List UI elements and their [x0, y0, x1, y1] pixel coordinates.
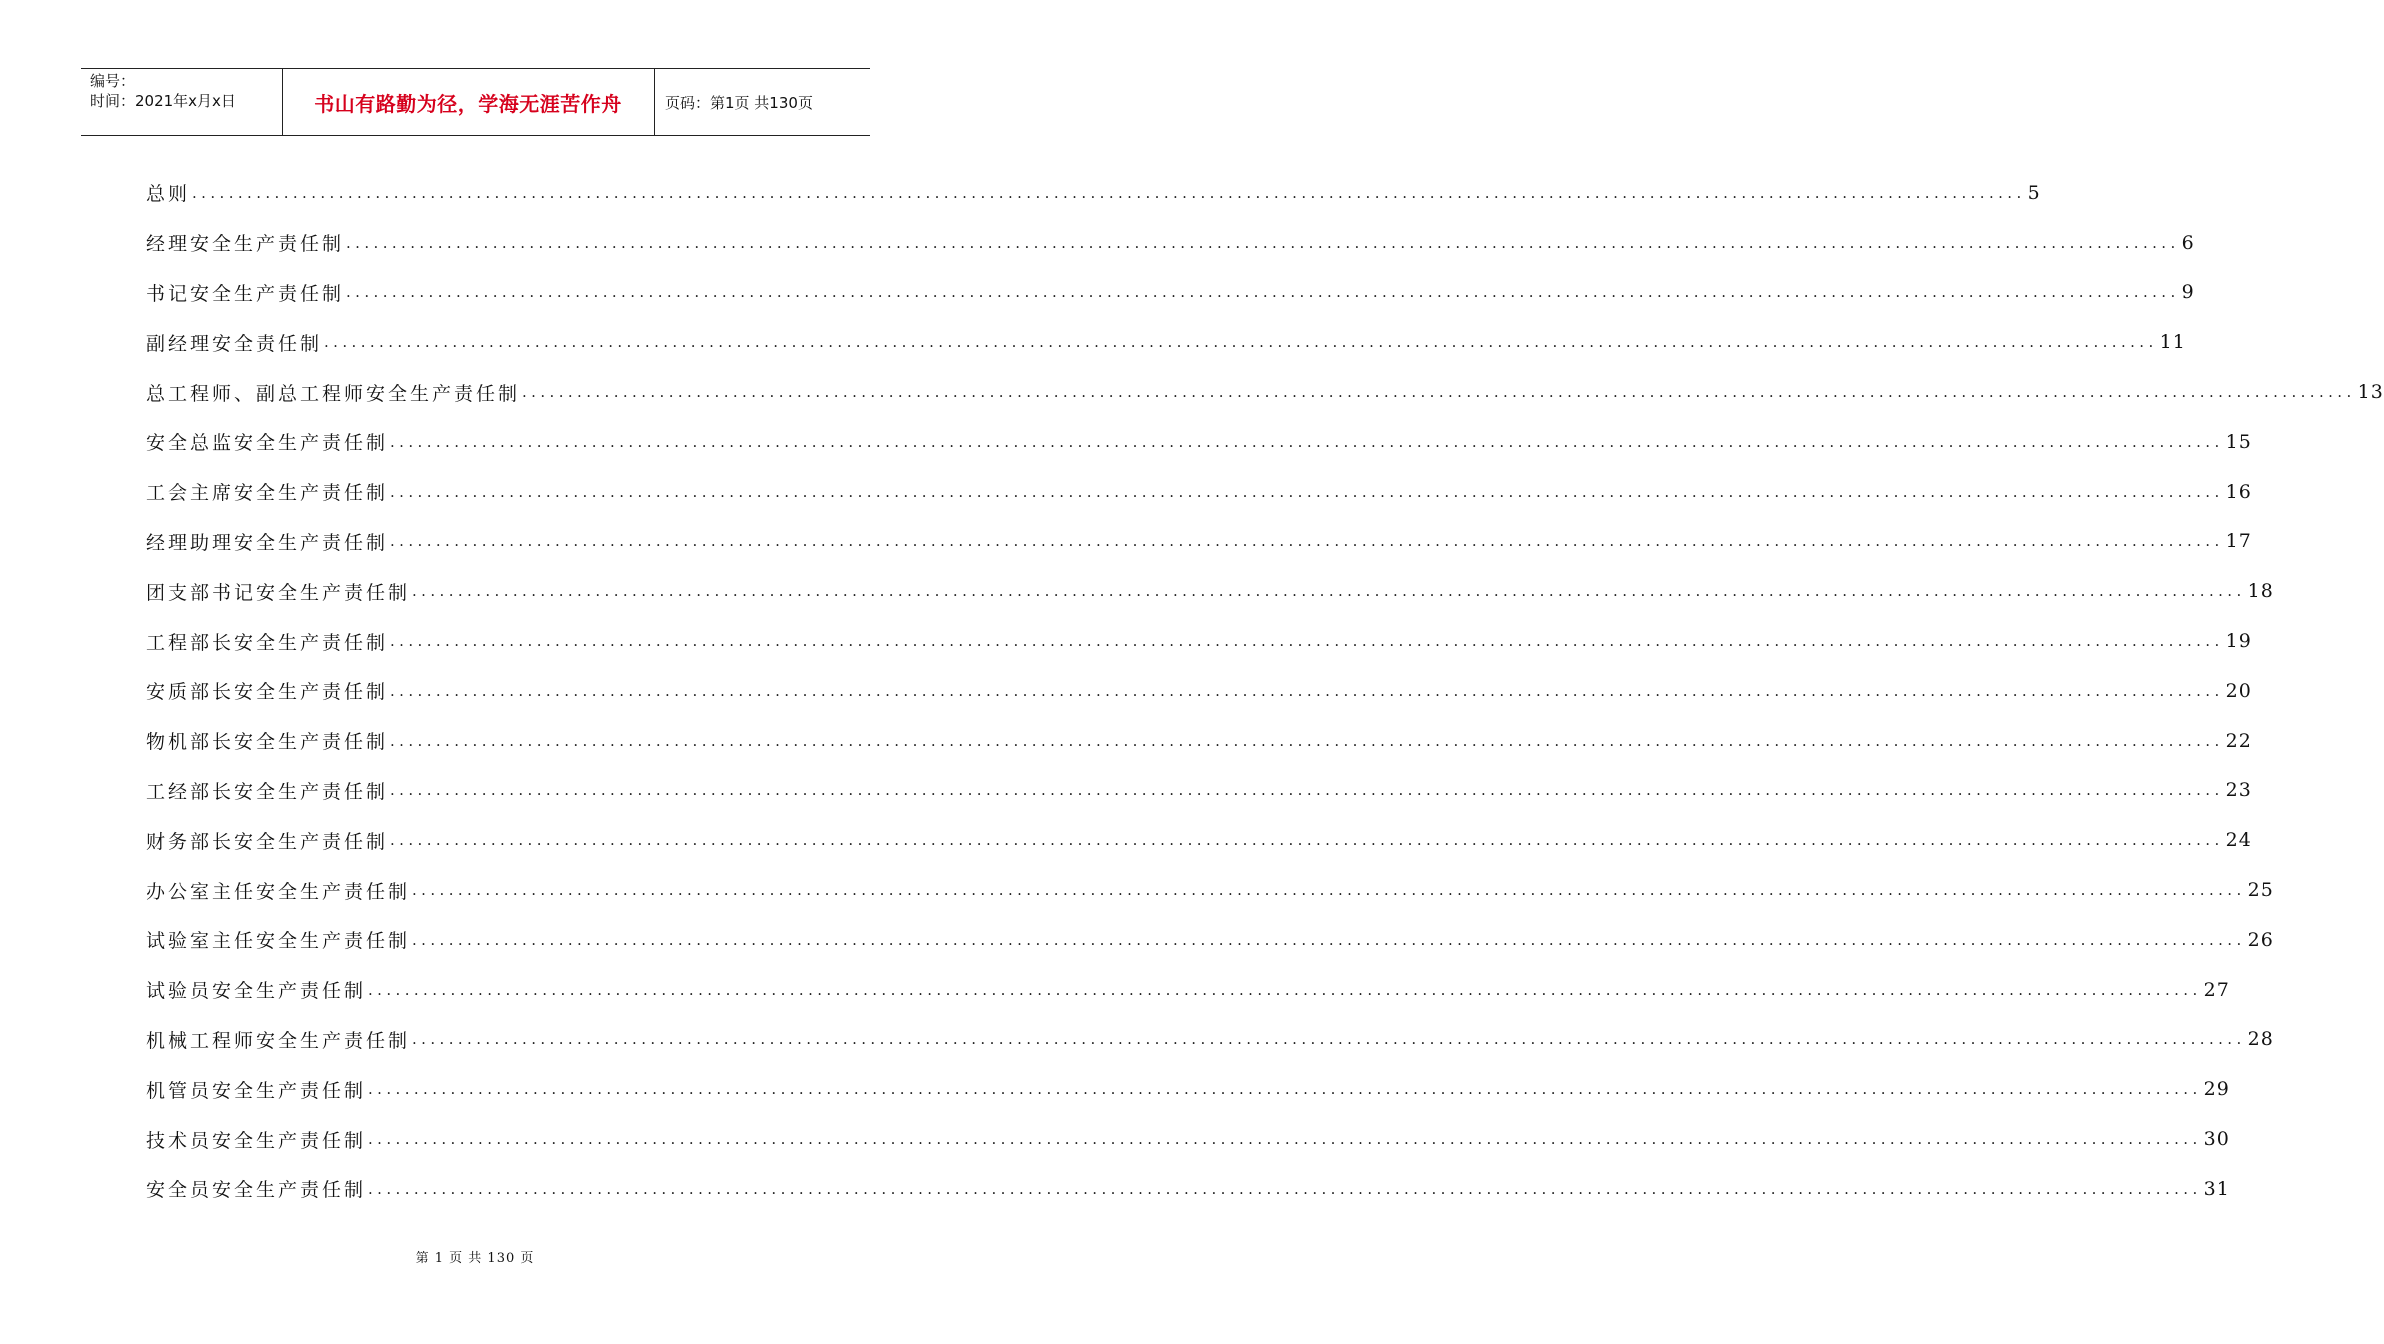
toc-entry-title: 办公室主任安全生产责任制: [146, 877, 412, 904]
toc-entry-title: 工会主席安全生产责任制: [146, 478, 390, 505]
toc-leader-dots: ........................................................................................................................................................................................................: [390, 632, 2224, 651]
toc-entry-title: 工经部长安全生产责任制: [146, 777, 390, 804]
toc-entry-title: 经理助理安全生产责任制: [146, 528, 390, 555]
toc-entry[interactable]: [146, 218, 2195, 268]
toc-entry[interactable]: [146, 268, 2195, 318]
toc-entry-title: 总工程师、副总工程师安全生产责任制: [146, 379, 522, 406]
toc-entry[interactable]: [146, 417, 2252, 467]
toc-entry[interactable]: [146, 716, 2252, 766]
toc-entry[interactable]: [146, 1164, 2230, 1214]
toc-leader-dots: ........................................................................................................................................................................................................: [368, 1080, 2202, 1099]
toc-entry[interactable]: [146, 517, 2252, 567]
toc-leader-dots: ........................................................................................................................................................................................................: [412, 582, 2246, 601]
toc-entry[interactable]: [146, 865, 2274, 915]
toc-entry-page-number: 17: [2225, 530, 2252, 553]
toc-leader-dots: ........................................................................................................................................................................................................: [346, 233, 2180, 252]
toc-entry-title: 工程部长安全生产责任制: [146, 628, 390, 655]
toc-entry-page-number: 15: [2225, 430, 2252, 453]
toc-leader-dots: ........................................................................................................................................................................................................: [368, 1179, 2202, 1198]
toc-leader-dots: ........................................................................................................................................................................................................: [390, 432, 2224, 451]
header-page-info: 页码：第1页 共130页: [665, 93, 813, 112]
toc-entry-page-number: 22: [2225, 729, 2252, 752]
toc-leader-dots: ........................................................................................................................................................................................................: [522, 383, 2356, 402]
toc-entry[interactable]: [146, 1114, 2230, 1164]
toc-entry-page-number: 20: [2225, 679, 2252, 702]
toc-entry[interactable]: [146, 317, 2186, 367]
toc-entry-page-number: 23: [2225, 779, 2252, 802]
toc-entry-title: 机械工程师安全生产责任制: [146, 1026, 412, 1053]
toc-entry[interactable]: [146, 566, 2274, 616]
toc-entry-page-number: 24: [2225, 829, 2252, 852]
toc-entry-title: 试验员安全生产责任制: [146, 976, 368, 1003]
document-number-label: 编号：: [90, 72, 136, 90]
toc-entry-page-number: 28: [2247, 1028, 2274, 1051]
toc-entry-page-number: 25: [2247, 879, 2274, 902]
toc-leader-dots: ........................................................................................................................................................................................................: [390, 482, 2224, 501]
toc-entry-page-number: 31: [2203, 1177, 2230, 1200]
header-meta: [81, 69, 282, 135]
toc-entry[interactable]: [146, 915, 2274, 965]
toc-entry-title: 书记安全生产责任制: [146, 279, 346, 306]
toc-leader-dots: ........................................................................................................................................................................................................: [346, 283, 2180, 302]
toc-entry-title: 机管员安全生产责任制: [146, 1076, 368, 1103]
toc-entry-title: 安全员安全生产责任制: [146, 1175, 368, 1202]
toc-leader-dots: ........................................................................................................................................................................................................: [412, 930, 2246, 949]
toc-entry[interactable]: [146, 666, 2252, 716]
toc-leader-dots: ........................................................................................................................................................................................................: [368, 1130, 2202, 1149]
toc-entry[interactable]: [146, 766, 2252, 816]
toc-entry-page-number: 5: [2027, 181, 2041, 204]
toc-entry-page-number: 19: [2225, 630, 2252, 653]
toc-entry-title: 技术员安全生产责任制: [146, 1126, 368, 1153]
toc-leader-dots: ........................................................................................................................................................................................................: [324, 333, 2158, 352]
header-motto: 书山有路勤为径，学海无涯苦作舟: [314, 91, 622, 116]
toc-entry-page-number: 9: [2181, 281, 2195, 304]
toc-leader-dots: ........................................................................................................................................................................................................: [390, 831, 2224, 850]
toc-entry-page-number: 30: [2203, 1128, 2230, 1151]
toc-entry-page-number: 11: [2159, 331, 2186, 354]
toc-entry[interactable]: [146, 1015, 2274, 1065]
toc-entry[interactable]: [146, 815, 2252, 865]
toc-entry-title: 财务部长安全生产责任制: [146, 827, 390, 854]
toc-leader-dots: ........................................................................................................................................................................................................: [390, 731, 2224, 750]
toc-entry-page-number: 29: [2203, 1078, 2230, 1101]
toc-leader-dots: ........................................................................................................................................................................................................: [412, 881, 2246, 900]
toc-entry-page-number: 16: [2225, 480, 2252, 503]
toc-entry-title: 经理安全生产责任制: [146, 229, 346, 256]
header-divider: [654, 69, 655, 135]
toc-entry-title: 安质部长安全生产责任制: [146, 677, 390, 704]
page-footer: 第 1 页 共 130 页: [415, 1251, 535, 1266]
toc-entry-page-number: 18: [2247, 580, 2274, 603]
toc-entry[interactable]: [146, 616, 2252, 666]
toc-entry-title: 安全总监安全生产责任制: [146, 428, 390, 455]
toc-leader-dots: ........................................................................................................................................................................................................: [192, 183, 2026, 202]
toc-leader-dots: ........................................................................................................................................................................................................: [390, 781, 2224, 800]
page-header: [81, 68, 870, 136]
toc-entry-page-number: 27: [2203, 978, 2230, 1001]
toc-entry[interactable]: [146, 367, 2384, 417]
toc-entry[interactable]: [146, 1064, 2230, 1114]
document-date: 时间：2021年x月x日: [90, 92, 236, 110]
toc-entry-page-number: 6: [2181, 231, 2195, 254]
toc-entry-page-number: 26: [2247, 928, 2274, 951]
toc-leader-dots: ........................................................................................................................................................................................................: [390, 532, 2224, 551]
toc-entry-title: 团支部书记安全生产责任制: [146, 578, 412, 605]
toc-entry-page-number: 13: [2357, 381, 2384, 404]
toc-entry[interactable]: [146, 965, 2230, 1015]
table-of-contents: [146, 168, 2384, 1214]
toc-entry-title: 物机部长安全生产责任制: [146, 727, 390, 754]
toc-entry-title: 总则: [146, 179, 192, 206]
toc-entry[interactable]: [146, 168, 2041, 218]
toc-leader-dots: ........................................................................................................................................................................................................: [412, 1030, 2246, 1049]
toc-entry-title: 试验室主任安全生产责任制: [146, 926, 412, 953]
toc-leader-dots: ........................................................................................................................................................................................................: [368, 980, 2202, 999]
toc-leader-dots: ........................................................................................................................................................................................................: [390, 681, 2224, 700]
toc-entry-title: 副经理安全责任制: [146, 329, 324, 356]
toc-entry[interactable]: [146, 467, 2252, 517]
